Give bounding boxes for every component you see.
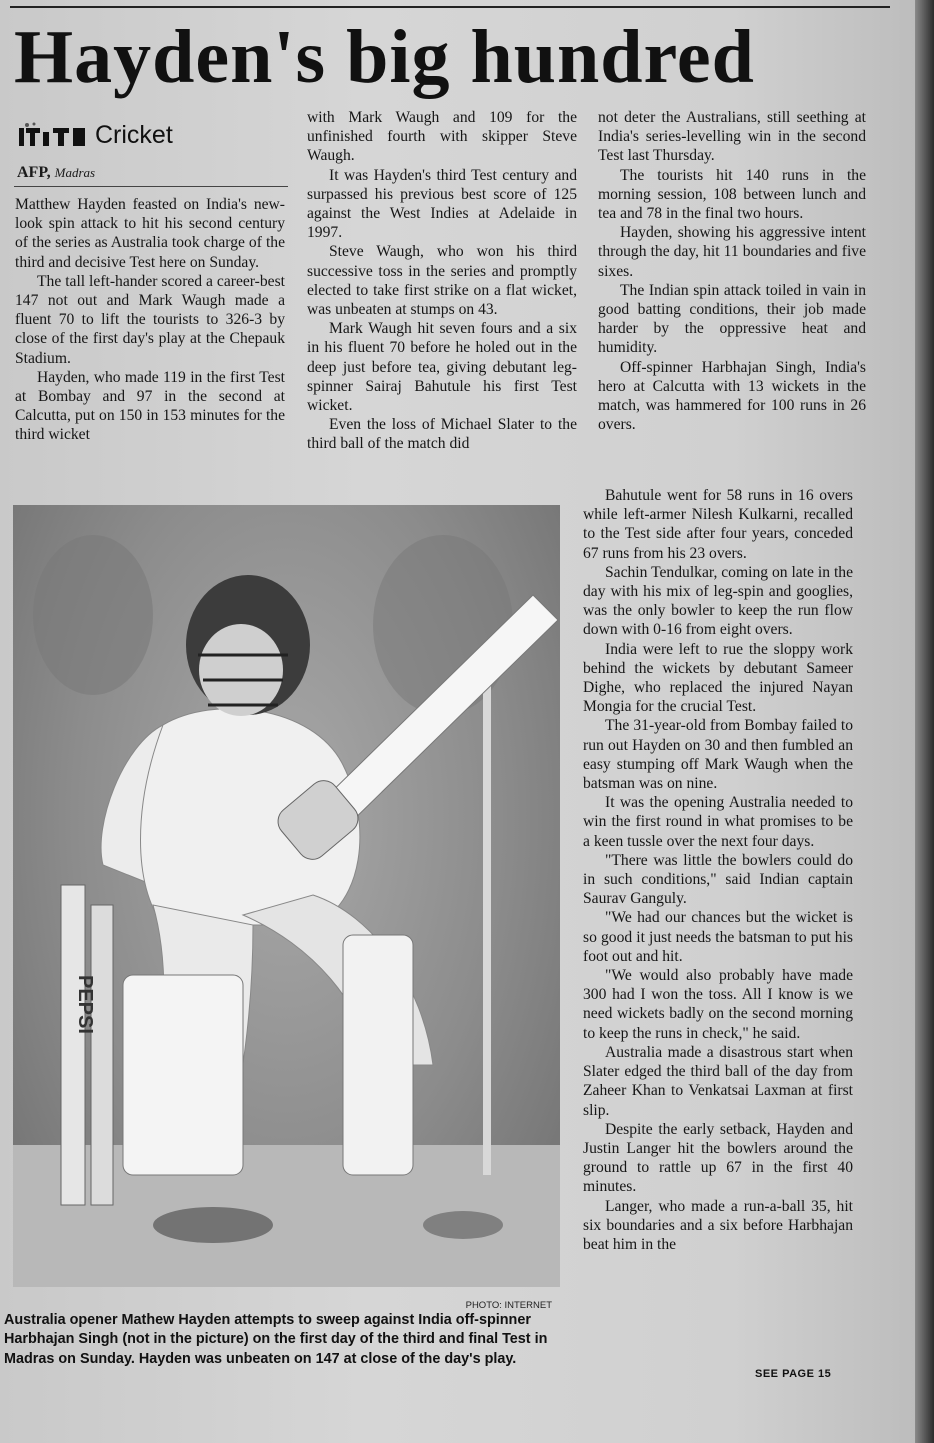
section-label: Cricket [95,120,173,149]
paragraph: The tall left-hander scored a career-best 147 not out and Mark Waugh made a fluent 70 to lift the tourists to 326-3 by close of the first day's play at the Chepauk Stadium. [15,272,285,367]
photo-caption: Australia opener Mathew Hayden attempts to sweep against India off-spinner Harbhajan Singh (not in the picture) on the first day of the third and final Test in Madras on Sunday. Hayden was unbeaten on 147 at close of the day's play. [4,1312,548,1367]
paragraph: Mark Waugh hit seven fours and a six in his fluent 70 before he holed out in the deep just before tea, giving debutant leg-spinner Sairaj Bahutule his first Test wicket. [307,320,577,415]
paragraph: Hayden, showing his aggressive intent through the day, hit 11 boundaries and five sixes. [598,224,866,280]
paragraph: "We had our chances but the wicket is so good it just needs the batsman to put his foot out and hit. [583,909,853,965]
photo-credit: PHOTO: INTERNET [465,1300,552,1311]
paragraph: with Mark Waugh and 109 for the unfinished fourth with skipper Steve Waugh. [307,109,577,165]
paragraph: The tourists hit 140 runs in the morning session, 108 between lunch and tea and 78 in the final two hours. [598,166,866,223]
cricket-batsman-illustration [13,505,560,1287]
paragraph: It was Hayden's third Test century and surpassed his previous best score of 125 against the West Indies at Adelaide in 1997. [307,166,577,242]
continued-on-page: SEE PAGE 15 [755,1368,832,1380]
paragraph: Bahutule went for 58 runs in 16 overs while left-armer Nilesh Kulkarni, recalled to the Test side after four years, conceded 67 runs from his 23 overs. [583,487,853,562]
newspaper-logo-icon [17,122,89,148]
paragraph: Sachin Tendulkar, coming on late in the day with his mix of leg-spin and googlies, was the only bowler to keep the run flow down with 0-16 from eight overs. [583,563,853,639]
paragraph: Hayden, who made 119 in the first Test at Bombay and 97 in the second at Calcutta, put on 150 in 153 minutes for the third wicket [15,368,285,444]
paragraph: Langer, who made a run-a-ball 35, hit six boundaries and a six before Harbhajan beat him in the [583,1197,853,1253]
paragraph: Even the loss of Michael Slater to the third ball of the match did [307,416,577,453]
dateline-place: Madras [54,165,96,180]
top-rule [10,6,890,8]
article-column-3 [598,108,866,434]
paragraph: Off-spinner Harbhajan Singh, India's hero at Calcutta with 13 wickets in the match, was hammered for 100 runs in 26 overs. [598,358,866,434]
paragraph: India were left to rue the sloppy work behind the wickets by debutant Sameer Dighe, who replaced the injured Nayan Mongia for the crucial Test. [583,640,853,716]
paragraph: Steve Waugh, who won his third successive toss in the series and promptly elected to take first strike on a flat wicket, was unbeaten at stumps on 43. [307,243,577,319]
paragraph: "We would also probably have made 300 had I won the toss. All I know is we need wickets badly on the second morning to keep the runs in check," he said. [583,967,853,1042]
paragraph: Matthew Hayden feasted on India's new-look spin attack to hit his second century of the series as Australia took charge of the third and decisive Test here on Sunday. [15,196,285,271]
paragraph: not deter the Australians, still seething at India's series-levelling win in the second Test last Thursday. [598,109,866,165]
dateline [17,164,95,182]
paragraph: It was the opening Australia needed to win the first round in what promises to be a keen tussle over the next four days. [583,794,853,850]
paragraph: "There was little the bowlers could do in such conditions," said Indian captain Saurav Ganguly. [583,851,853,908]
paragraph: The Indian spin attack toiled in vain in good batting conditions, their job made harder by the oppressive heat and humidity. [598,281,866,357]
article-column-2 [307,108,577,454]
headline: Hayden's big hundred [14,15,755,99]
page-edge-shadow [915,0,934,1443]
dateline-rule [14,186,288,187]
news-photo [13,505,560,1287]
stump-sponsor-text: PEPSI [74,975,96,1034]
agency-name: AFP, [17,164,51,181]
article-column-1 [15,195,285,445]
section-heading [17,118,287,152]
article-column-3-continued [583,486,853,1254]
paragraph: Australia made a disastrous start when Slater edged the third ball of the day from Zaheer Khan to Venkatsai Laxman at first slip. [583,1043,853,1119]
paragraph: The 31-year-old from Bombay failed to run out Hayden on 30 and then fumbled an easy stumping off Mark Waugh when the batsman was on nine. [583,717,853,793]
paragraph: Despite the early setback, Hayden and Justin Langer hit the bowlers around the ground to rattle up 67 in the first 40 minutes. [583,1120,853,1196]
